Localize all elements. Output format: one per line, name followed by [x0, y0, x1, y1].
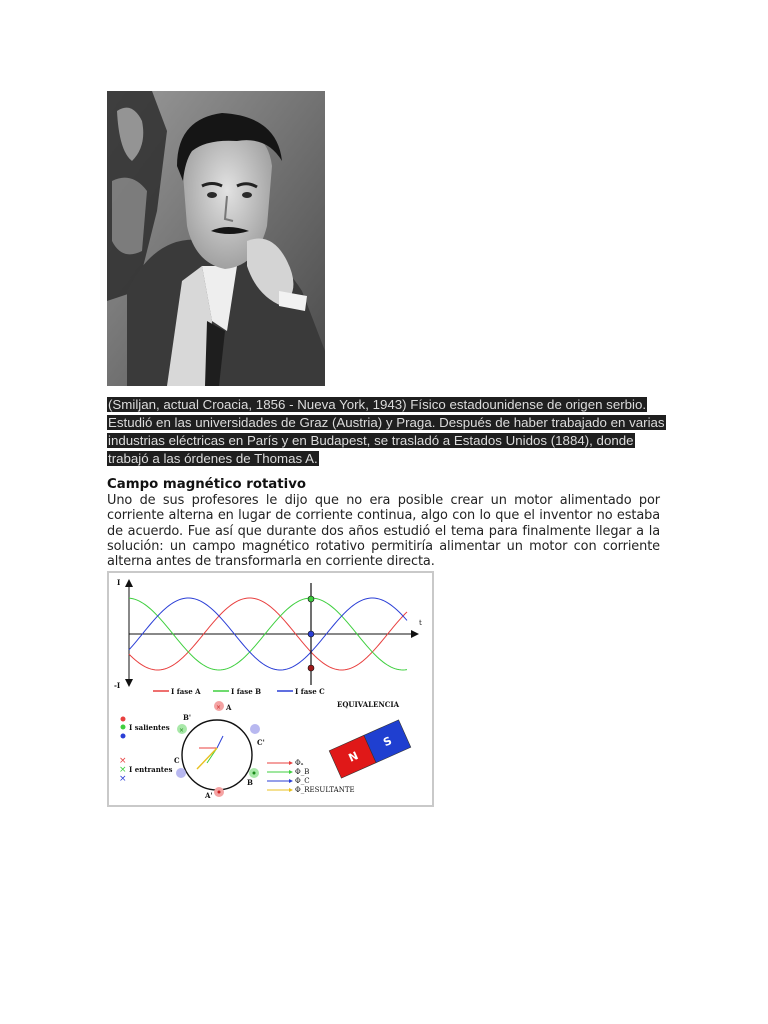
axis-i-label: I	[117, 578, 121, 587]
axis-neg-i-arrow	[125, 679, 133, 687]
biography-highlight: (Smiljan, actual Croacia, 1856 - Nueva York, 1943) Físico estadounidense de origen serbio. Estudió en las universidades de Graz (Austria) y Praga. Después de haber trabajado en varias industrias eléctricas en París y en Budapest, se trasladó a Estados Unidos (1884), donde trabajó a las órdenes de Thomas A.	[108, 397, 665, 466]
flux-label-c: Φ_C	[295, 777, 310, 785]
coil-a-prime-dot	[218, 791, 221, 794]
coil-label-a: A	[226, 703, 232, 712]
flux-vector-resultant	[197, 748, 217, 769]
key-cross-a: ×	[119, 756, 127, 766]
axis-neg-i-label: -I	[114, 681, 121, 690]
section-paragraph: Uno de sus profesores le dijo que no era posible crear un motor alimentado por corriente alterna en lugar de corriente continua, algo con lo que el inventor no estaba de acuerdo. Fue así que durante dos años estudió el tema para finalmente llegar a la solución: un campo magnético rotativo permitiría alimentar un motor con corriente alterna antes de transformarla en corriente directa.	[107, 493, 660, 570]
magnet-n-label: N	[346, 749, 361, 765]
coil-label-b: B	[247, 778, 253, 787]
flux-label-a: Φₐ	[295, 759, 304, 767]
coil-c	[176, 768, 186, 778]
legend-label-c: I fase C	[295, 687, 325, 696]
key-cross-b: ×	[119, 765, 127, 775]
key-dot-b	[121, 725, 126, 730]
flux-key-a-arrow	[289, 761, 293, 765]
legend-label-b: I fase B	[231, 687, 262, 696]
flux-key-c-arrow	[289, 779, 293, 783]
coil-label-c: C	[174, 756, 180, 765]
flux-label-b: Φ_B	[295, 768, 310, 776]
flux-label-resultant: Φ_RESULTANTE	[295, 786, 355, 794]
marker-point-a	[308, 665, 314, 671]
coil-b-dot	[253, 772, 256, 775]
rotating-field-diagram	[107, 571, 434, 807]
coil-a-mark: ×	[216, 704, 222, 711]
portrait-photo	[107, 91, 325, 386]
equivalencia-label: EQUIVALENCIA	[337, 700, 400, 709]
coil-label-a-prime: A'	[205, 791, 213, 800]
key-dot-c	[121, 734, 126, 739]
diagram-svg	[109, 573, 432, 805]
salientes-label: I salientes	[129, 723, 170, 732]
flux-key-resultant-arrow	[289, 788, 293, 792]
marker-point-b	[308, 596, 314, 602]
portrait-illustration	[107, 91, 325, 386]
coil-label-b-prime: B'	[183, 713, 192, 722]
axis-i-arrow	[125, 579, 133, 587]
flux-vector-c	[217, 736, 223, 748]
coil-label-c-prime: C'	[257, 738, 265, 747]
bar-magnet	[329, 720, 411, 778]
coil-b-prime-mark: ×	[179, 727, 185, 734]
section-heading: Campo magnético rotativo	[107, 477, 306, 492]
axis-t-label: t	[419, 619, 422, 627]
key-cross-c: ×	[119, 774, 127, 784]
stator-ring	[182, 720, 252, 790]
entrantes-label: I entrantes	[129, 765, 173, 774]
biography-text	[107, 396, 667, 468]
axis-t-arrow	[411, 630, 419, 638]
legend-label-a: I fase A	[171, 687, 201, 696]
marker-point-c	[308, 631, 314, 637]
flux-key-b-arrow	[289, 770, 293, 774]
key-dot-a	[121, 717, 126, 722]
magnet-s-label: S	[381, 734, 394, 750]
coil-c-prime	[250, 724, 260, 734]
